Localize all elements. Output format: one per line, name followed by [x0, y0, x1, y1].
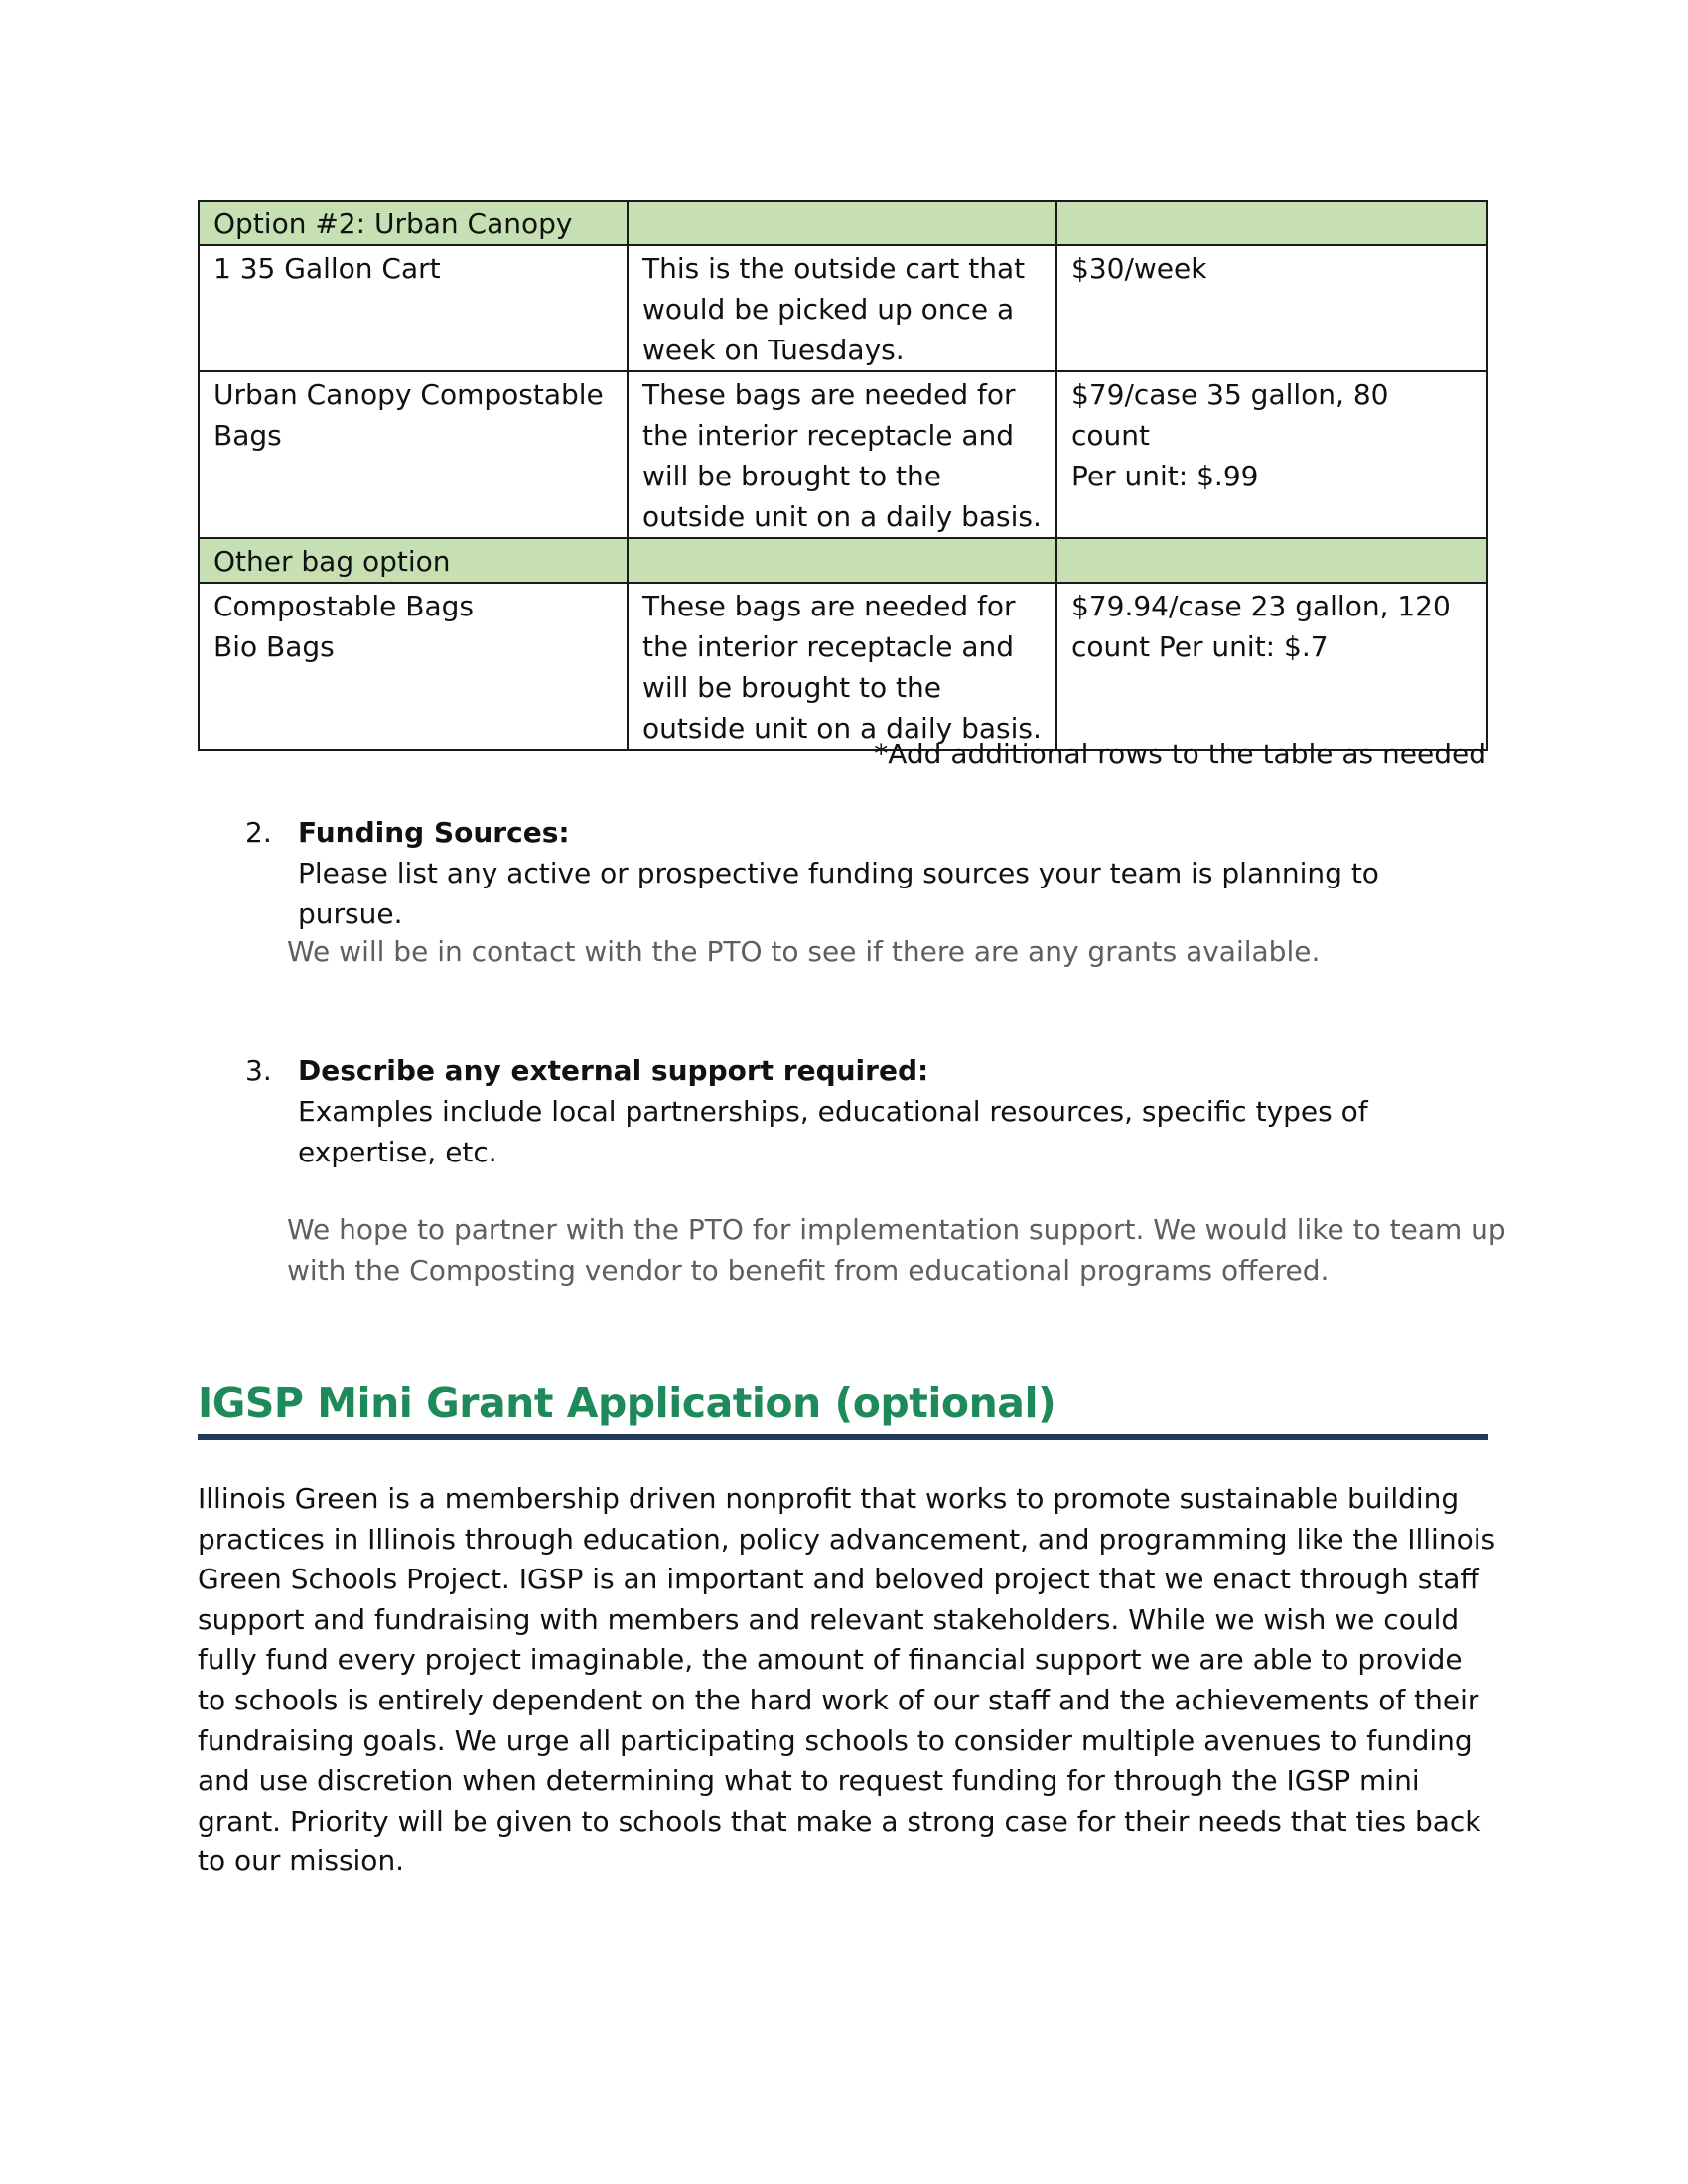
table-cell: Option #2: Urban Canopy — [199, 201, 628, 245]
question-prompt: Examples include local partnerships, educational resources, specific types of expertise, etc. — [298, 1095, 1368, 1168]
question-prompt: Please list any active or prospective funding sources your team is planning to pursue. — [298, 857, 1379, 930]
table-cell: Compostable Bags Bio Bags — [199, 583, 628, 750]
table-cell: 1 35 Gallon Cart — [199, 245, 628, 371]
table-cell: $79.94/case 23 gallon, 120 count Per unit: $.7 — [1056, 583, 1487, 750]
table-row — [199, 583, 1487, 750]
section-heading: IGSP Mini Grant Application (optional) — [198, 1379, 1056, 1427]
question-title: Funding Sources: — [298, 816, 570, 849]
table-row — [199, 371, 1487, 538]
answer-external-support: We hope to partner with the PTO for implementation support. We would like to team up with the Composting vendor to benefit from educational programs offered. — [287, 1213, 1506, 1287]
table-cell — [628, 201, 1056, 245]
table-cell: $30/week — [1056, 245, 1487, 371]
table-row — [199, 245, 1487, 371]
budget-table — [198, 200, 1488, 751]
table-cell — [628, 538, 1056, 583]
table-cell: These bags are needed for the interior receptacle and will be brought to the outside unit on a daily basis. — [628, 583, 1056, 750]
question-title: Describe any external support required: — [298, 1054, 929, 1087]
table-cell: Urban Canopy Compostable Bags — [199, 371, 628, 538]
table-section-row — [199, 201, 1487, 245]
table-cell: This is the outside cart that would be picked up once a week on Tuesdays. — [628, 245, 1056, 371]
mini-grant-paragraph: Illinois Green is a membership driven nonprofit that works to promote sustainable building practices in Illinois through education, policy advancement, and programming like the Illinois Green Schools Project. IGSP is an important and beloved project that we enact through staff support and fundraising with members and relevant stakeholders. While we wish we could fully fund every project imaginable, the amount of financial support we are able to provide to schools is entirely dependent on the hard work of our staff and the achievements of their fundraising goals. We urge all participating schools to consider multiple avenues to funding and use discretion when determining what to request funding for through the IGSP mini grant. Priority will be given to schools that make a strong case for their needs that ties back to our mission. — [198, 1482, 1496, 1878]
table-section-row — [199, 538, 1487, 583]
question-number: 3. — [245, 1054, 272, 1087]
question-number: 2. — [245, 816, 272, 849]
table-cell: These bags are needed for the interior receptacle and will be brought to the outside unit on a daily basis. — [628, 371, 1056, 538]
table-cell — [1056, 538, 1487, 583]
table-cell: $79/case 35 gallon, 80 count Per unit: $.99 — [1056, 371, 1487, 538]
table-cell — [1056, 201, 1487, 245]
heading-rule — [198, 1434, 1488, 1440]
answer-funding-sources: We will be in contact with the PTO to see if there are any grants available. — [287, 935, 1321, 968]
table-cell: Other bag option — [199, 538, 628, 583]
table-note: *Add additional rows to the table as needed — [874, 738, 1486, 770]
